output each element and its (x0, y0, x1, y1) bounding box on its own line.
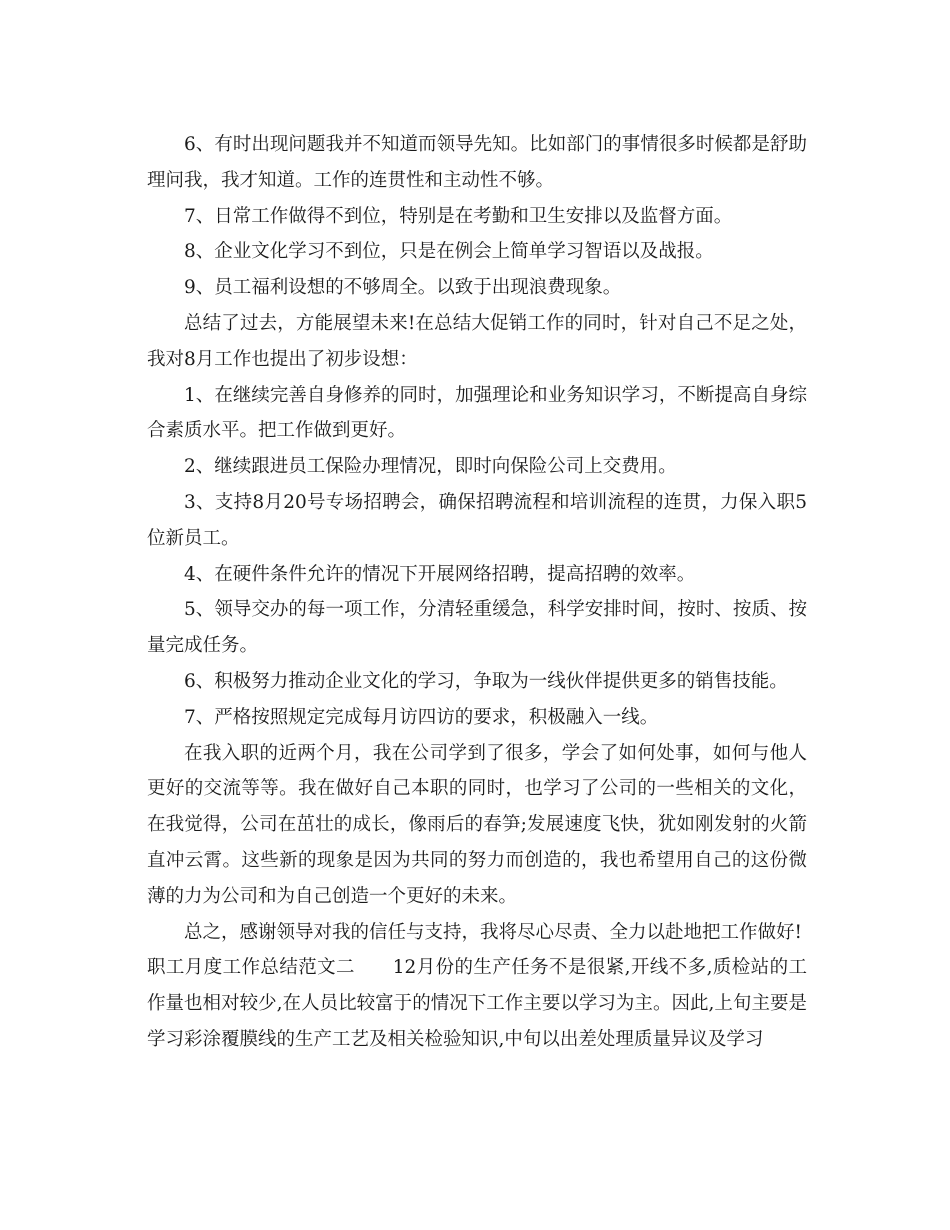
paragraph-sample-two: 职工月度工作总结范文二 12月份的生产任务不是很紧,开线不多,质检站的工作量也相对较少,在人员比较富于的情况下工作主要以学习为主。因此,上旬主要是学习彩涂覆膜线的生产工艺及相关检验知识,中旬以出差处理质量异议及学习 (147, 957, 807, 1050)
paragraph-problem-8: 8、企业文化学习不到位，只是在例会上简单学习智语以及战报。 (184, 241, 714, 263)
paragraph-plan-2: 2、继续跟进员工保险办理情况，即时向保险公司上交费用。 (184, 456, 677, 478)
paragraph-plan-3: 3、支持8月20号专场招聘会，确保招聘流程和培训流程的连贯，力保入职5位新员工。 (147, 491, 807, 549)
paragraph-plan-7: 7、严格按照规定完成每月访四访的要求，积极融入一线。 (184, 706, 659, 728)
paragraph-problem-6: 6、有时出现问题我并不知道而领导先知。比如部门的事情很多时候都是舒助理问我，我才知道。工作的连贯性和主动性不够。 (147, 134, 807, 191)
document-body (147, 127, 807, 1058)
paragraph-plan-4: 4、在硬件条件允许的情况下开展网络招聘，提高招聘的效率。 (184, 563, 696, 585)
paragraph-reflection: 在我入职的近两个月，我在公司学到了很多，学会了如何处事，如何与他人更好的交流等等。我在做好自己本职的同时，也学习了公司的一些相关的文化，在我觉得，公司在茁壮的成长，像雨后的春笋;发展速度飞快，犹如刚发射的火箭直冲云霄。这些新的现象是因为共同的努力而创造的，我也希望用自己的这份微薄的力为公司和为自己创造一个更好的未来。 (147, 742, 807, 907)
paragraph-problem-9: 9、员工福利设想的不够周全。以致于出现浪费现象。 (184, 277, 622, 299)
paragraph-plan-1: 1、在继续完善自身修养的同时，加强理论和业务知识学习，不断提高自身综合素质水平。把工作做到更好。 (147, 384, 807, 442)
paragraph-problem-7: 7、日常工作做得不到位，特别是在考勤和卫生安排以及监督方面。 (184, 205, 733, 227)
paragraph-closing: 总之，感谢领导对我的信任与支持，我将尽心尽责、全力以赴地把工作做好! (184, 921, 802, 943)
paragraph-plan-5: 5、领导交办的每一项工作，分清轻重缓急，科学安排时间，按时、按质、按量完成任务。 (147, 599, 807, 657)
paragraph-plan-6: 6、积极努力推动企业文化的学习，争取为一线伙伴提供更多的销售技能。 (184, 670, 788, 692)
paragraph-plan-intro: 总结了过去，方能展望未来!在总结大促销工作的同时，针对自己不足之处，我对8月工作也提出了初步设想： (147, 312, 807, 370)
